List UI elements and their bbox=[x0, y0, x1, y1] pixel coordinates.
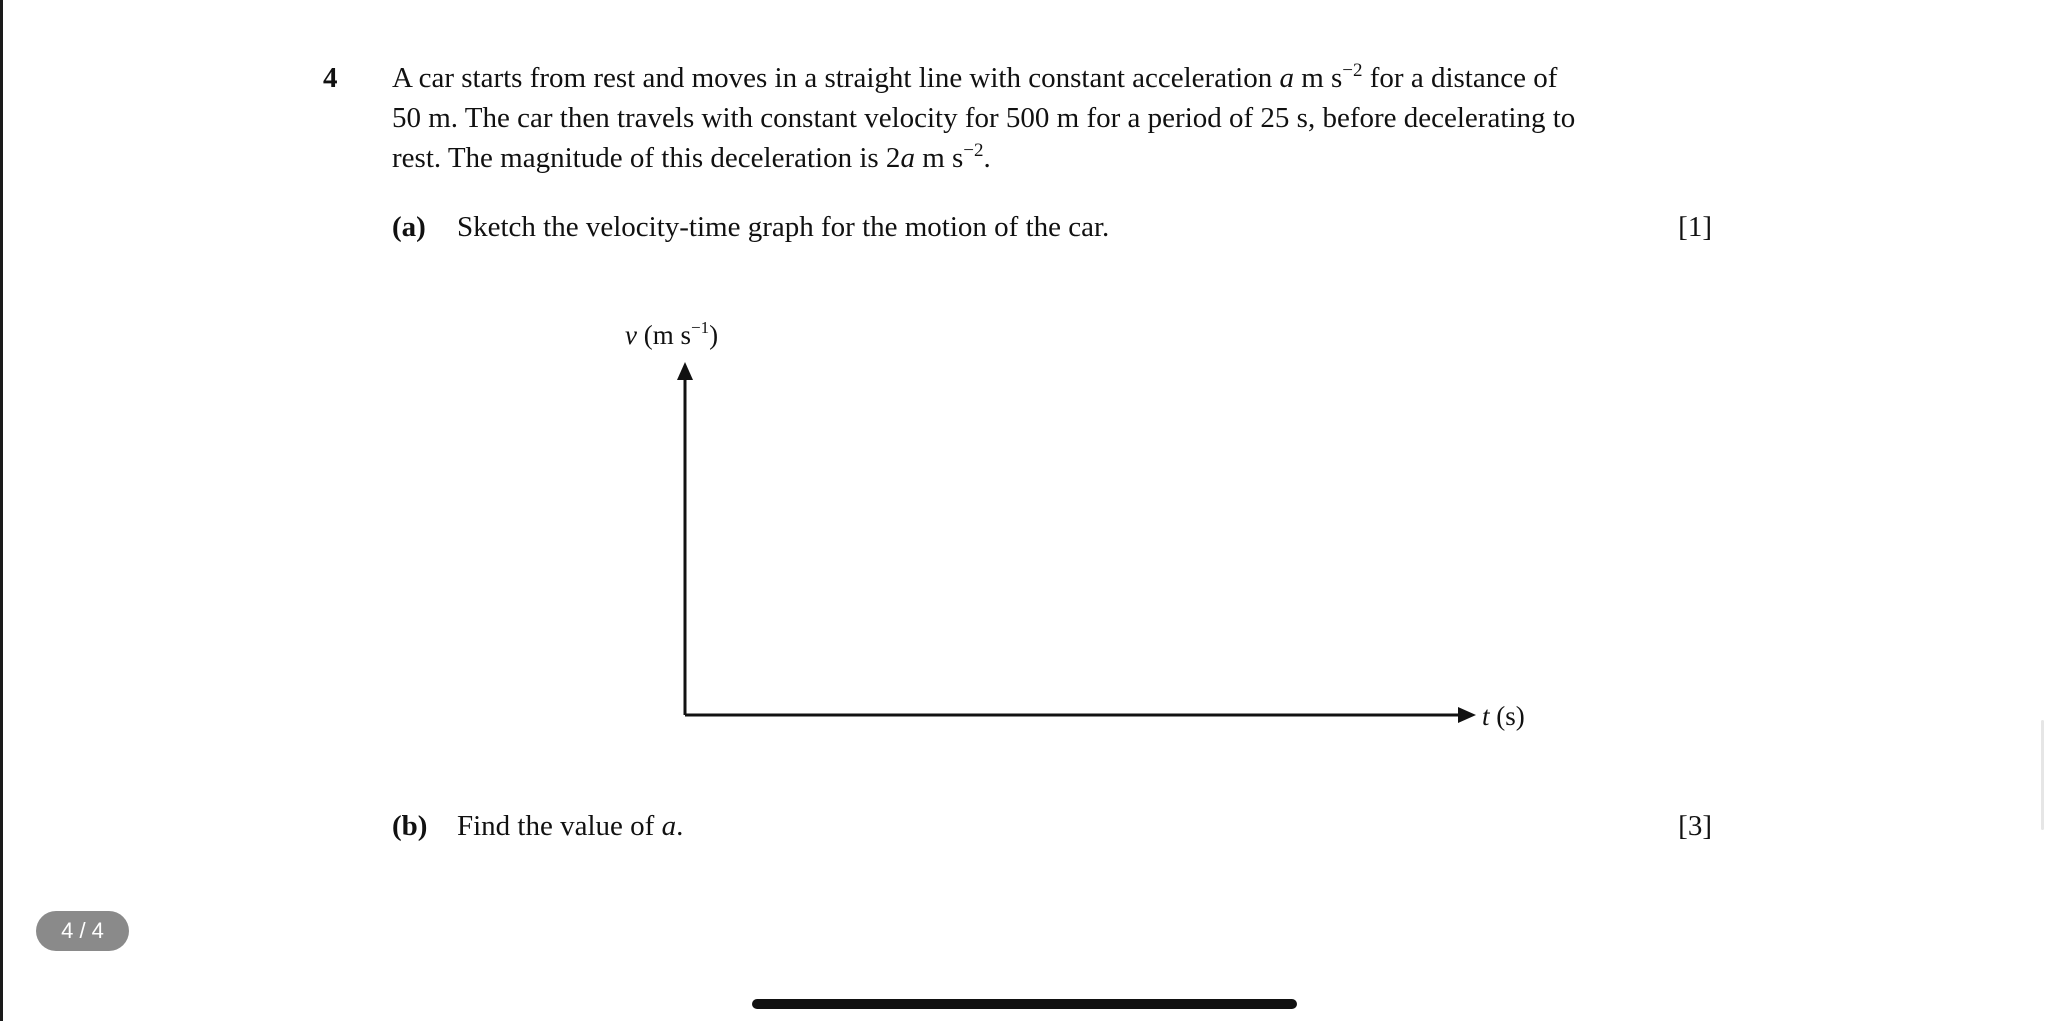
part-b-text-main: Find the value of bbox=[457, 810, 662, 842]
unit-exponent: −2 bbox=[1342, 60, 1363, 81]
part-b-label: (b) bbox=[392, 810, 428, 842]
part-a-marks: [1] bbox=[1678, 211, 1712, 243]
question-line-3-end: . bbox=[983, 142, 991, 174]
part-b-text-end: . bbox=[676, 810, 684, 842]
x-axis-label: t (s) bbox=[1482, 701, 1525, 731]
variable-a: a bbox=[1279, 62, 1294, 94]
variable-a: a bbox=[900, 142, 915, 174]
question-line-3-text: rest. The magnitude of this deceleration is 2 bbox=[392, 142, 901, 174]
part-b-text bbox=[457, 806, 683, 846]
home-indicator-bar[interactable] bbox=[752, 999, 1297, 1009]
question-line-1-text: A car starts from rest and moves in a straight line with constant acceleration bbox=[392, 62, 1280, 94]
question-number: 4 bbox=[323, 62, 338, 94]
x-axis-arrow-icon bbox=[1458, 707, 1476, 723]
unit-text: m s bbox=[914, 142, 964, 174]
part-b bbox=[392, 806, 1712, 846]
y-axis-arrow-icon bbox=[677, 362, 693, 380]
question-text bbox=[392, 58, 1722, 178]
question-line-1-end: for a distance of bbox=[1362, 62, 1558, 94]
part-b-marks: [3] bbox=[1678, 810, 1712, 842]
question-line-3 bbox=[392, 138, 1722, 178]
question-line-1 bbox=[392, 58, 1722, 98]
scrollbar[interactable] bbox=[2041, 720, 2044, 830]
velocity-time-axes bbox=[600, 310, 1600, 750]
part-a bbox=[392, 207, 1712, 247]
page-indicator: 4 / 4 bbox=[36, 911, 129, 951]
variable-a: a bbox=[661, 810, 677, 842]
part-a-text: Sketch the velocity-time graph for the motion of the car. bbox=[457, 211, 1110, 243]
page-left-border bbox=[0, 0, 3, 1021]
part-a-label: (a) bbox=[392, 211, 426, 243]
y-axis-label: v (m $s^{-1}$) bbox=[625, 318, 719, 350]
unit-text: m s bbox=[1293, 62, 1343, 94]
question-line-2: 50 m. The car then travels with constant velocity for 500 m for a period of 25 s, before decelerating to bbox=[392, 102, 1576, 134]
unit-exponent: −2 bbox=[963, 140, 984, 161]
